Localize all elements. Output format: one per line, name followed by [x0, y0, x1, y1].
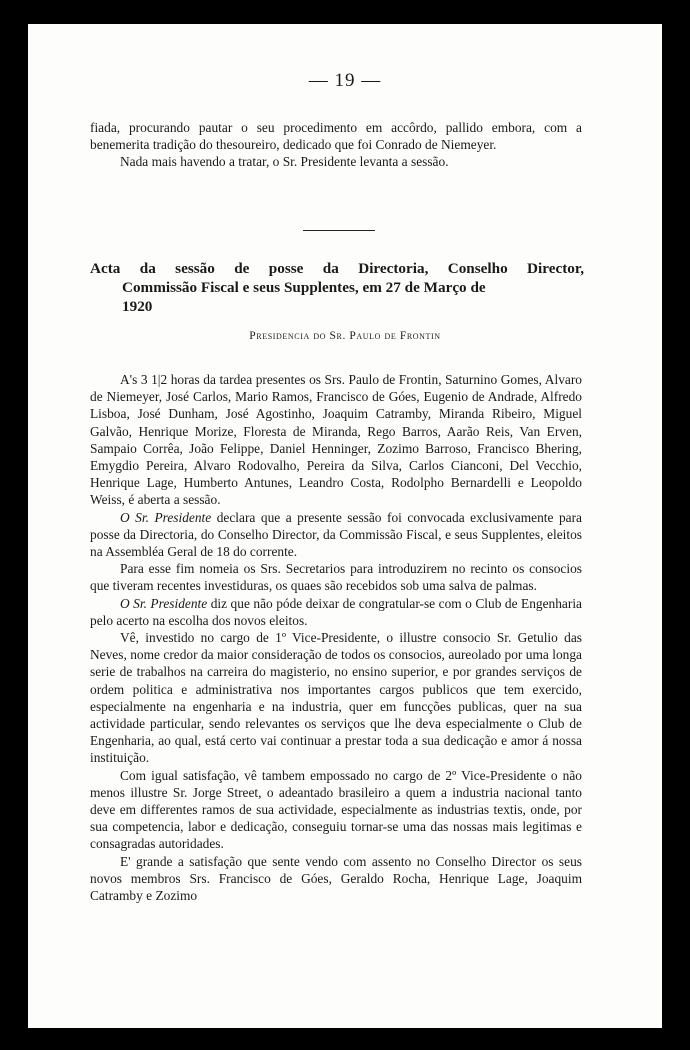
paragraph	[90, 560, 582, 594]
paragraph-text: A's 3 1|2 horas da tardea presentes os Srs. Paulo de Frontin, Saturnino Gomes, Alvaro de Niemeyer, José Carlos, Mario Ramos, Francisco de Góes, Eugenio de Andrade, Alfredo Lisboa, José Dunham, José Agostinho, Joaquim Catramby, Miranda Ribeiro, Miguel Galvão, Henrique Morize, Floresta de Miranda, Rego Barros, Aarão Reis, Van Erven, Sampaio Corrêa, João Felippe, Daniel Henninger, Zozimo Barroso, Francisco Bhering, Emygdio Pereira, Alvaro Rodovalho, Pereira da Silva, Carlos Cianconi, Del Vecchio, Henrique Lage, Humberto Antunes, Leandro Costa, Rodolpho Bernardelli e Leopoldo Weiss, é aberta a sessão.	[90, 372, 582, 508]
heading-line: Commissão Fiscal e seus Supplentes, em 27 de Março de	[122, 278, 486, 296]
paragraph-text: Para esse fim nomeia os Srs. Secretarios para introduzirem no recinto os consocios que tiveram recentes investiduras, os quaes são recebidos sob uma salva de palmas.	[90, 561, 582, 594]
speaker: O Sr. Presidente	[120, 595, 208, 611]
heading-line: 1920	[122, 297, 153, 315]
paragraph-text: Vê, investido no cargo de 1º Vice-Presidente, o illustre consocio Sr. Getulio das Neves, nome credor da maior consideração de todos os consocios, aureolado por uma longa serie de trabalhos na carreira do magisterio, no ensino superior, e por grandes serviços de ordem politica e administrativa nos importantes cargos publicos que tem exercido, especialmente na engenharia e na industria, quer em funcções publicas, quer na sua actividade particular, sendo relevantes os serviços que lhe deva especialmente o Club de Engenharia, ao qual, está certo vai continuar a prestar toda a sua dedicação e amor á nossa instituição.	[90, 630, 582, 766]
paragraph-text: diz que não póde deixar de congratular-se com o Club de Engenharia pelo acerto na escolha dos novos eleitos.	[90, 595, 582, 628]
paragraph	[90, 629, 582, 767]
intro-text	[90, 119, 582, 171]
intro-paragraph: fiada, procurando pautar o seu procedimento em accôrdo, pallido embora, com a benemerita tradição do thesoureiro, dedicado que foi Conrado de Niemeyer.	[90, 120, 582, 153]
heading-line: Acta da sessão de posse da Directoria, Conselho Director,	[90, 260, 584, 277]
minutes-body	[90, 371, 582, 904]
section-divider	[303, 230, 375, 231]
intro-paragraph: Nada mais havendo a tratar, o Sr. Presidente levanta a sessão.	[120, 154, 449, 170]
paragraph	[90, 767, 582, 853]
paragraph-text: E' grande a satisfação que sente vendo com assento no Conselho Director os seus novos membros Srs. Francisco de Góes, Geraldo Rocha, Henrique Lage, Joaquim Catramby e Zozimo	[90, 853, 582, 904]
paragraph	[90, 509, 582, 561]
paragraph	[90, 595, 582, 629]
book-page	[28, 24, 662, 1028]
minutes-heading	[90, 260, 584, 316]
paragraph-text: declara que a presente sessão foi convocada exclusivamente para posse da Directoria, do Conselho Director, da Commissão Fiscal, e seus Supplentes, eleitos na Assembléa Geral de 18 do corrente.	[90, 509, 582, 560]
paragraph	[90, 853, 582, 905]
speaker: O Sr. Presidente	[120, 509, 212, 525]
paragraph-text: Com igual satisfação, vê tambem empossado no cargo de 2º Vice-Presidente o não menos illustre Sr. Jorge Street, o adeantado brasileiro a quem a industria nacional tanto deve em differentes ramos de sua actividade, especialmente as industrias textis, onde, por sua competencia, labor e dedicação, conseguiu tornar-se uma das nossas mais legitimas e consagradas autoridades.	[90, 767, 582, 852]
presidency-line: Presidencia do Sr. Paulo de Frontin	[249, 330, 441, 342]
paragraph	[90, 371, 582, 509]
page-number: — 19 —	[308, 70, 382, 91]
